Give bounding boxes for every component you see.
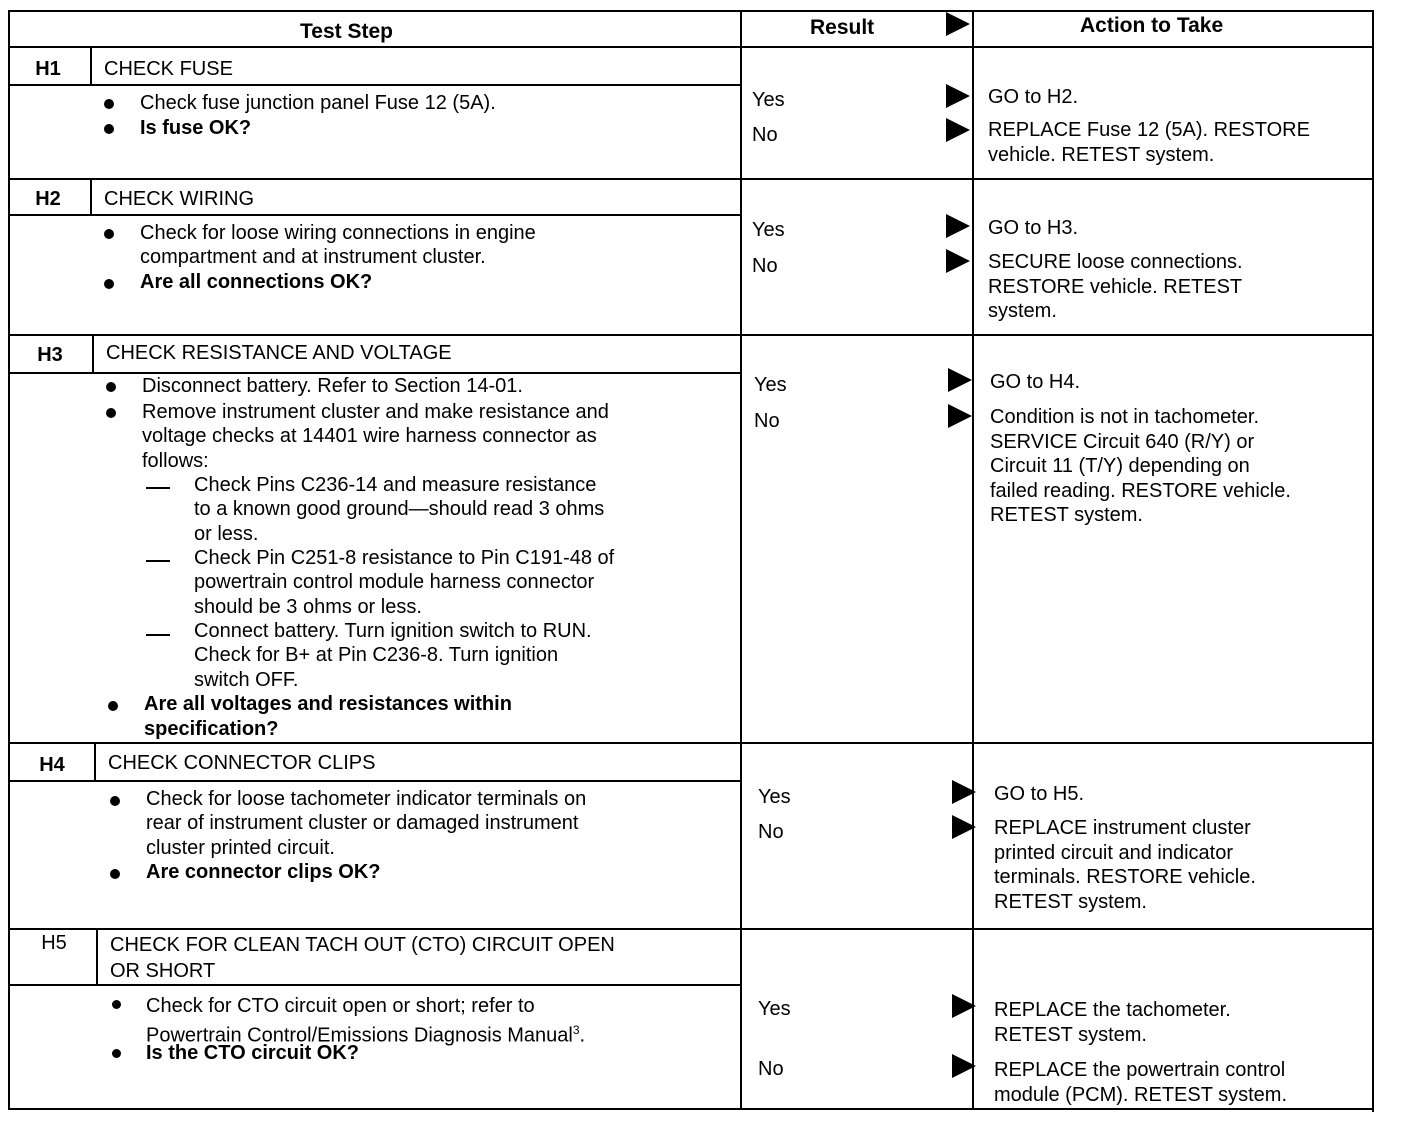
action-line: system. bbox=[988, 300, 1057, 322]
action-line: RETEST system. bbox=[990, 504, 1143, 526]
header-result: Result bbox=[810, 16, 875, 39]
action-line: vehicle. RETEST system. bbox=[988, 143, 1215, 166]
section-divider-h3 bbox=[8, 334, 1374, 336]
result-no: No bbox=[754, 410, 780, 432]
action-line: RETEST system. bbox=[994, 1023, 1147, 1046]
step-id: H5 bbox=[41, 932, 67, 954]
bullet-icon bbox=[104, 279, 114, 289]
result-no: No bbox=[752, 124, 778, 146]
footnote-marker: 3 bbox=[572, 1023, 580, 1037]
dash-icon bbox=[146, 560, 170, 562]
title-box-h1-bottom bbox=[8, 84, 742, 86]
action-yes bbox=[990, 370, 1080, 395]
title-box-h4-bottom bbox=[8, 780, 742, 782]
action-line: SERVICE Circuit 640 (R/Y) or bbox=[990, 430, 1255, 453]
action-line: Circuit 11 (T/Y) depending on bbox=[990, 455, 1250, 477]
period: . bbox=[579, 1024, 586, 1047]
step-title: CHECK WIRING bbox=[104, 188, 254, 210]
action-line: module (PCM). RETEST system. bbox=[994, 1083, 1288, 1106]
step-text-main: Powertrain Control/Emissions Diagnosis Manual bbox=[146, 1024, 573, 1047]
action-no bbox=[988, 250, 1243, 324]
arrow-icon bbox=[946, 84, 970, 108]
step-text: cluster printed circuit. bbox=[146, 837, 335, 859]
step-id: H3 bbox=[37, 344, 63, 366]
step-id: H4 bbox=[39, 754, 65, 776]
step-text: powertrain control module harness connector bbox=[194, 571, 595, 593]
step-text: to a known good ground—should read 3 ohms bbox=[194, 498, 605, 520]
step-text: Check for B+ at Pin C236-8. Turn ignition bbox=[194, 644, 559, 666]
arrow-icon bbox=[948, 404, 972, 428]
table-border-right bbox=[1372, 10, 1374, 1112]
action-line: REPLACE the powertrain control bbox=[994, 1059, 1286, 1081]
arrow-icon bbox=[952, 994, 976, 1018]
action-line: printed circuit and indicator bbox=[994, 841, 1234, 864]
step-text: Check Pin C251-8 resistance to Pin C191-48 of bbox=[194, 547, 615, 569]
section-divider-h4 bbox=[8, 742, 1374, 744]
title-box-h4-sep bbox=[94, 744, 96, 782]
result-yes: Yes bbox=[758, 998, 791, 1020]
step-text: Check Pins C236-14 and measure resistance bbox=[194, 474, 597, 496]
bullet-icon bbox=[112, 1049, 121, 1058]
dash-icon bbox=[146, 487, 170, 489]
action-line: RETEST system. bbox=[994, 890, 1147, 913]
header-arrow-icon bbox=[946, 12, 970, 36]
bullet-icon bbox=[106, 408, 116, 418]
title-box-h2-bottom bbox=[8, 214, 742, 216]
title-box-h5-sep bbox=[96, 930, 98, 986]
table-border-bottom bbox=[8, 1108, 1374, 1110]
step-title bbox=[110, 932, 615, 984]
step-title-line: CHECK FOR CLEAN TACH OUT (CTO) CIRCUIT OPEN bbox=[110, 934, 615, 956]
step-title-line: OR SHORT bbox=[110, 960, 216, 982]
bullet-icon bbox=[104, 229, 114, 239]
step-title: CHECK FUSE bbox=[104, 58, 233, 80]
action-line: GO to H3. bbox=[988, 217, 1079, 239]
action-line: GO to H4. bbox=[990, 371, 1081, 393]
bullet-icon bbox=[106, 382, 116, 392]
title-box-h2-sep bbox=[90, 180, 92, 216]
result-yes: Yes bbox=[758, 786, 791, 808]
step-text: Check for loose tachometer indicator terminals on bbox=[146, 788, 587, 810]
step-text: Remove instrument cluster and make resistance and bbox=[142, 401, 609, 423]
section-divider-h2 bbox=[8, 178, 1374, 180]
result-no: No bbox=[758, 821, 784, 843]
step-text: voltage checks at 14401 wire harness connector as bbox=[142, 425, 597, 447]
action-yes bbox=[994, 998, 1231, 1047]
action-line: RESTORE vehicle. RETEST bbox=[988, 275, 1243, 298]
step-title: CHECK RESISTANCE AND VOLTAGE bbox=[106, 342, 452, 364]
step-text: Check for loose wiring connections in engine bbox=[140, 222, 536, 244]
action-yes bbox=[988, 216, 1078, 241]
dash-icon bbox=[146, 634, 170, 636]
step-question: Are all connections OK? bbox=[140, 271, 373, 293]
action-no bbox=[994, 1058, 1287, 1107]
step-id: H2 bbox=[35, 188, 61, 210]
action-line: REPLACE Fuse 12 (5A). RESTORE bbox=[988, 119, 1310, 141]
arrow-icon bbox=[948, 368, 972, 392]
step-text: Check fuse junction panel Fuse 12 (5A). bbox=[140, 92, 496, 114]
step-question: Are all voltages and resistances within bbox=[144, 693, 512, 715]
header-test-step: Test Step bbox=[300, 20, 393, 43]
bullet-icon bbox=[110, 796, 120, 806]
column-divider-result bbox=[740, 10, 742, 1108]
bullet-icon bbox=[108, 701, 118, 711]
action-line: terminals. RESTORE vehicle. bbox=[994, 866, 1256, 888]
title-box-h3-sep bbox=[92, 336, 94, 374]
result-no: No bbox=[752, 255, 778, 277]
arrow-icon bbox=[952, 780, 976, 804]
step-question: Is fuse OK? bbox=[140, 117, 252, 139]
action-no bbox=[994, 816, 1256, 914]
header-divider bbox=[8, 46, 1374, 48]
step-question: Are connector clips OK? bbox=[146, 861, 381, 883]
step-text: or less. bbox=[194, 523, 259, 545]
action-no bbox=[988, 118, 1310, 167]
result-yes: Yes bbox=[752, 89, 785, 111]
arrow-icon bbox=[952, 1054, 976, 1078]
step-text: follows: bbox=[142, 450, 209, 472]
action-line: REPLACE the tachometer. bbox=[994, 999, 1231, 1021]
table-border-left bbox=[8, 10, 10, 1108]
action-line: Condition is not in tachometer. bbox=[990, 406, 1260, 428]
action-yes bbox=[994, 782, 1084, 807]
step-id: H1 bbox=[35, 58, 61, 80]
section-divider-h5 bbox=[8, 928, 1374, 930]
action-line: SECURE loose connections. bbox=[988, 251, 1243, 273]
result-yes: Yes bbox=[752, 219, 785, 241]
arrow-icon bbox=[946, 249, 970, 273]
step-text: compartment and at instrument cluster. bbox=[140, 246, 486, 268]
step-text: Check for CTO circuit open or short; refer to bbox=[146, 995, 535, 1017]
action-line: REPLACE instrument cluster bbox=[994, 817, 1251, 839]
action-line: failed reading. RESTORE vehicle. bbox=[990, 479, 1291, 502]
action-yes bbox=[988, 85, 1078, 110]
step-text: should be 3 ohms or less. bbox=[194, 596, 422, 618]
bullet-icon bbox=[104, 99, 114, 109]
title-box-h5-bottom bbox=[8, 984, 742, 986]
header-action: Action to Take bbox=[1080, 14, 1224, 37]
result-yes: Yes bbox=[754, 374, 787, 396]
arrow-icon bbox=[952, 815, 976, 839]
action-line: GO to H2. bbox=[988, 86, 1079, 108]
step-title: CHECK CONNECTOR CLIPS bbox=[108, 752, 376, 774]
step-text: Connect battery. Turn ignition switch to RUN. bbox=[194, 620, 592, 642]
step-question: Is the CTO circuit OK? bbox=[146, 1042, 359, 1064]
step-text: Disconnect battery. Refer to Section 14-01. bbox=[142, 375, 523, 397]
column-divider-action bbox=[972, 10, 974, 1108]
bullet-icon bbox=[110, 869, 120, 879]
action-line: GO to H5. bbox=[994, 783, 1085, 805]
action-no bbox=[990, 405, 1291, 528]
arrow-icon bbox=[946, 118, 970, 142]
bullet-icon bbox=[112, 1000, 121, 1009]
result-no: No bbox=[758, 1058, 784, 1080]
title-box-h1-sep bbox=[90, 48, 92, 86]
step-text: switch OFF. bbox=[194, 669, 299, 691]
step-text: rear of instrument cluster or damaged instrument bbox=[146, 812, 579, 834]
arrow-icon bbox=[946, 214, 970, 238]
step-question: specification? bbox=[144, 718, 279, 740]
bullet-icon bbox=[104, 124, 114, 134]
